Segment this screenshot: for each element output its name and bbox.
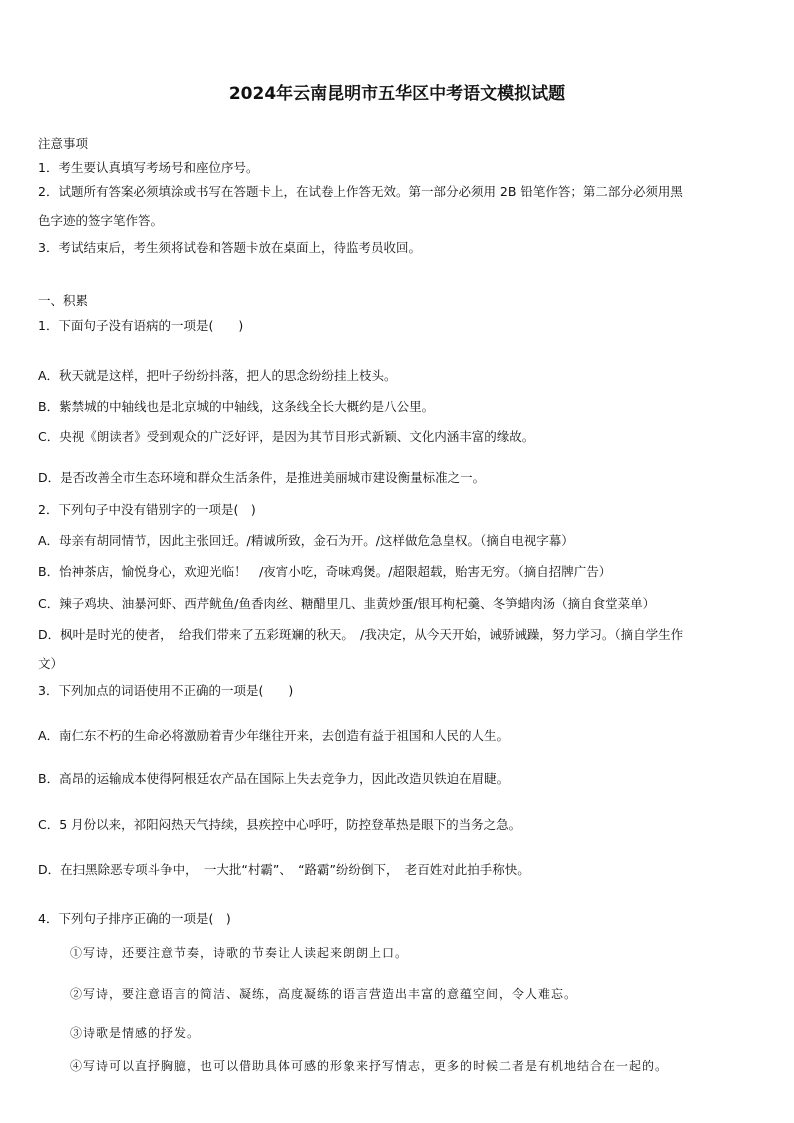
question-4-item-3: ③诗歌是情感的抒发。 xyxy=(70,1026,201,1040)
question-3-option-a: A．南仁东不朽的生命必将激励着青少年继往开来，去创造有益于祖国和人民的人生。 xyxy=(38,728,510,743)
question-4-item-1: ①写诗，还要注意节奏，诗歌的节奏让人读起来朗朗上口。 xyxy=(70,946,409,960)
question-2-option-d: D．枫叶是时光的使者， 给我们带来了五彩斑斓的秋天。 /我决定，从今天开始，诫骄诫躁，努力学习。（摘自学生作 xyxy=(38,627,684,642)
question-3-option-d: D．在扫黑除恶专项斗争中， 一大批“村霸”、 “路霸”纷纷倒下， 老百姓对此拍手称快。 xyxy=(38,862,530,877)
question-4-item-4: ④写诗可以直抒胸臆，也可以借助具体可感的形象来抒写情志，更多的时候二者是有机地结合在一起的。 xyxy=(70,1059,669,1073)
question-3-option-b: B．高昂的运输成本使得阿根廷农产品在国际上失去竞争力，因此改造贝铁迫在眉睫。 xyxy=(38,771,510,786)
question-1-option-b: B．紫禁城的中轴线也是北京城的中轴线，这条线全长大概约是八公里。 xyxy=(38,399,435,414)
note-item: 3．考试结束后，考生须将试卷和答题卡放在桌面上，待监考员收回。 xyxy=(38,240,421,255)
question-3-option-c: C．5 月份以来，祁阳闷热天气持续，县疾控中心呼吁，防控登革热是眼下的当务之急。 xyxy=(38,817,522,832)
note-item: 1．考生要认真填写考场号和座位序号。 xyxy=(38,160,259,175)
question-3-stem: 3．下列加点的词语使用不正确的一项是( ) xyxy=(38,683,294,698)
question-4-item-2: ②写诗，要注意语言的简洁、凝练，高度凝练的语言营造出丰富的意蕴空间，令人难忘。 xyxy=(70,987,578,1001)
question-1-option-c: C．央视《朗读者》受到观众的广泛好评，是因为其节目形式新颖、文化内涵丰富的缘故。 xyxy=(38,429,535,444)
question-1-stem: 1．下面句子没有语病的一项是( ) xyxy=(38,318,244,333)
section-heading: 一、积累 xyxy=(38,293,89,308)
note-item: 2．试题所有答案必须填涂或书写在答题卡上，在试卷上作答无效。第一部分必须用 2B 铅笔作答；第二部分必须用黑 xyxy=(38,184,683,199)
question-2-option-d-cont: 文） xyxy=(38,656,64,671)
notes-heading: 注意事项 xyxy=(38,136,89,151)
question-4-stem: 4．下列句子排序正确的一项是( ) xyxy=(38,911,231,926)
page-title: 2024年云南昆明市五华区中考语文模拟试题 xyxy=(228,84,566,104)
question-1-option-a: A．秋天就是这样，把叶子纷纷抖落，把人的思念纷纷挂上枝头。 xyxy=(38,368,397,383)
question-1-option-d: D．是否改善全市生态环境和群众生活条件，是推进美丽城市建设衡量标准之一。 xyxy=(38,470,486,485)
note-item: 色字迹的签字笔作答。 xyxy=(38,213,164,228)
question-2-option-c: C．辣子鸡块、油暴河虾、西芹鱿鱼/鱼香肉丝、糖醋里几、韭黄炒蛋/银耳枸杞羹、冬笋蜡肉汤（摘自食堂菜单） xyxy=(38,596,656,611)
question-2-option-a: A．母亲有胡同情节，因此主张回迁。/精诚所致，金石为开。/这样做危急皇权。（摘自电视字幕） xyxy=(38,533,574,548)
question-2-stem: 2．下列句子中没有错别字的一项是( ) xyxy=(38,502,256,517)
question-2-option-b: B．怡神茶店，愉悦身心，欢迎光临！ /夜宵小吃，奇味鸡煲。/超限超载，贻害无穷。（摘自招牌广告） xyxy=(38,564,612,579)
